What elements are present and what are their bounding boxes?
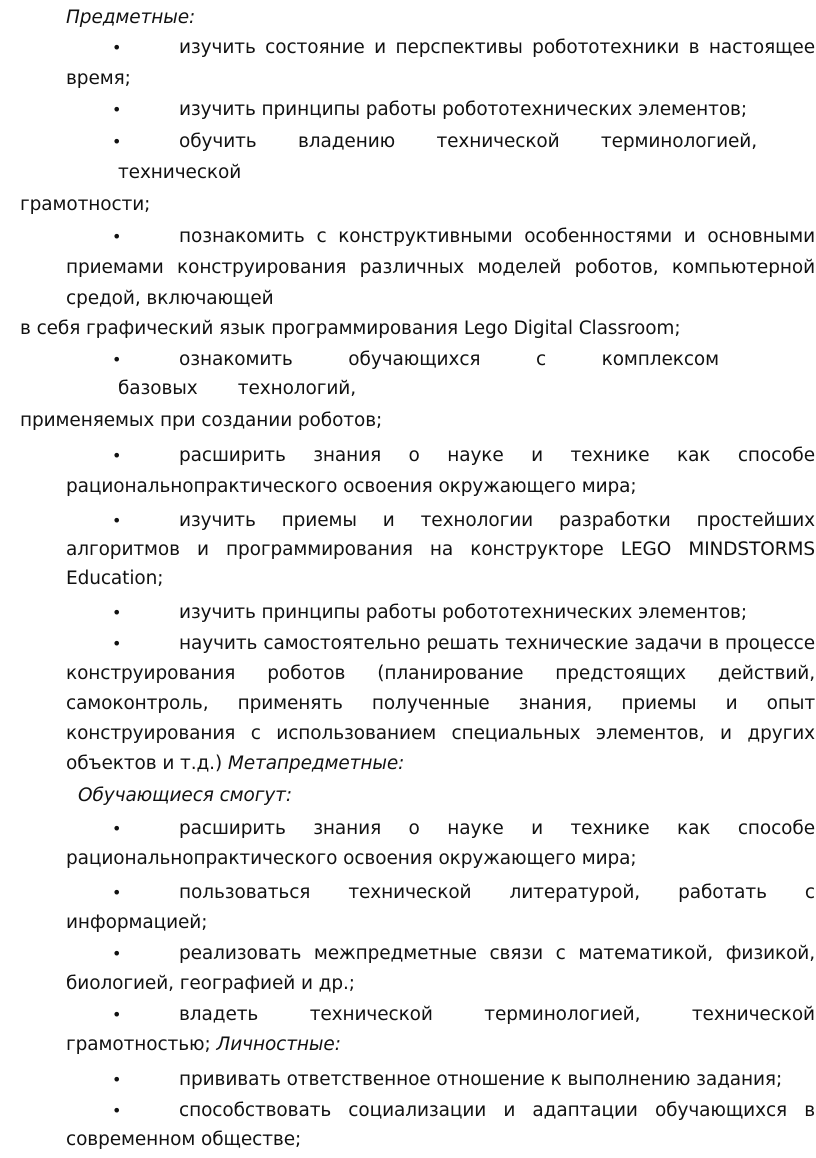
list-item-text: изучить принципы работы робототехнических элементов; bbox=[179, 99, 747, 120]
list-item-text: в себя графический язык программирования Lego Digital Classroom; bbox=[20, 318, 681, 339]
list-item-text: применяемых при создании роботов; bbox=[20, 410, 383, 431]
bullet: • bbox=[112, 1101, 122, 1120]
list-item-text: Education; bbox=[66, 568, 164, 589]
list-item-text: время; bbox=[66, 68, 131, 89]
list-item-text: прививать ответственное отношение к выполнению задания; bbox=[179, 1069, 783, 1090]
list-item-text bbox=[66, 751, 404, 777]
list-item-text-end: объектов и т.д.) bbox=[66, 753, 223, 774]
list-item-text: рациональнопрактического освоения окружающего мира; bbox=[66, 476, 637, 497]
bullet: • bbox=[112, 100, 122, 119]
list-item-text: грамотности; bbox=[20, 194, 151, 215]
list-item-text: технической bbox=[118, 162, 242, 183]
list-item-text bbox=[66, 1032, 341, 1058]
list-item-text: биологией, географией и др.; bbox=[66, 973, 355, 994]
bullet: • bbox=[112, 350, 122, 369]
list-item-text: информацией; bbox=[66, 912, 208, 933]
heading-meta: Метапредметные: bbox=[227, 753, 405, 774]
list-item-text: рациональнопрактического освоения окружающего мира; bbox=[66, 848, 637, 869]
bullet: • bbox=[112, 132, 122, 151]
list-item-text: способствовать социализации и адаптации обучающихся в bbox=[179, 1100, 815, 1121]
bullet: • bbox=[112, 511, 122, 530]
bullet: • bbox=[112, 819, 122, 838]
list-item-text: обучить владению технической терминологией, bbox=[179, 131, 757, 152]
list-item-text: реализовать межпредметные связи с математикой, физикой, bbox=[179, 943, 815, 964]
bullet: • bbox=[112, 1005, 122, 1024]
list-item-text: самоконтроль, применять полученные знания, приемы и опыт bbox=[66, 693, 815, 714]
list-item-text: изучить состояние и перспективы робототехники в настоящее bbox=[179, 37, 815, 58]
list-item-text: алгоритмов и программирования на конструкторе LEGO MINDSTORMS bbox=[66, 539, 815, 560]
bullet: • bbox=[112, 1070, 122, 1089]
list-item-text: изучить приемы и технологии разработки простейших bbox=[179, 510, 815, 531]
bullet: • bbox=[112, 446, 122, 465]
list-item-text: изучить принципы работы робототехнических элементов; bbox=[179, 602, 747, 623]
list-item-text: средой, включающей bbox=[66, 288, 274, 309]
bullet: • bbox=[112, 227, 122, 246]
list-item-text: приемами конструирования различных моделей роботов, компьютерной bbox=[66, 257, 815, 278]
list-item-text: научить самостоятельно решать технические задачи в процессе bbox=[179, 633, 815, 654]
list-item-text: конструирования роботов (планирование предстоящих действий, bbox=[66, 663, 815, 684]
list-item-text: расширить знания о науке и технике как способе bbox=[179, 445, 815, 466]
list-item-text: расширить знания о науке и технике как способе bbox=[179, 818, 815, 839]
list-item-text: современном обществе; bbox=[66, 1129, 302, 1150]
heading-personal: Личностные: bbox=[216, 1034, 341, 1055]
bullet: • bbox=[112, 944, 122, 963]
list-item-text: познакомить с конструктивными особенностями и основными bbox=[179, 226, 815, 247]
bullet: • bbox=[112, 603, 122, 622]
list-item-text: пользоваться технической литературой, работать с bbox=[179, 882, 815, 903]
heading-subject: Предметные: bbox=[66, 7, 196, 28]
list-item-text: владеть технической терминологией, технической bbox=[179, 1004, 815, 1025]
bullet: • bbox=[112, 38, 122, 57]
bullet: • bbox=[112, 883, 122, 902]
list-item-text-end: грамотностью; bbox=[66, 1034, 211, 1055]
list-item-text: ознакомить обучающихся с комплексом bbox=[179, 349, 719, 370]
list-item-text: конструирования с использованием специальных элементов, и других bbox=[66, 723, 815, 744]
heading-students: Обучающиеся смогут: bbox=[78, 785, 292, 806]
bullet: • bbox=[112, 634, 122, 653]
list-item-text: базовых технологий, bbox=[118, 378, 356, 399]
